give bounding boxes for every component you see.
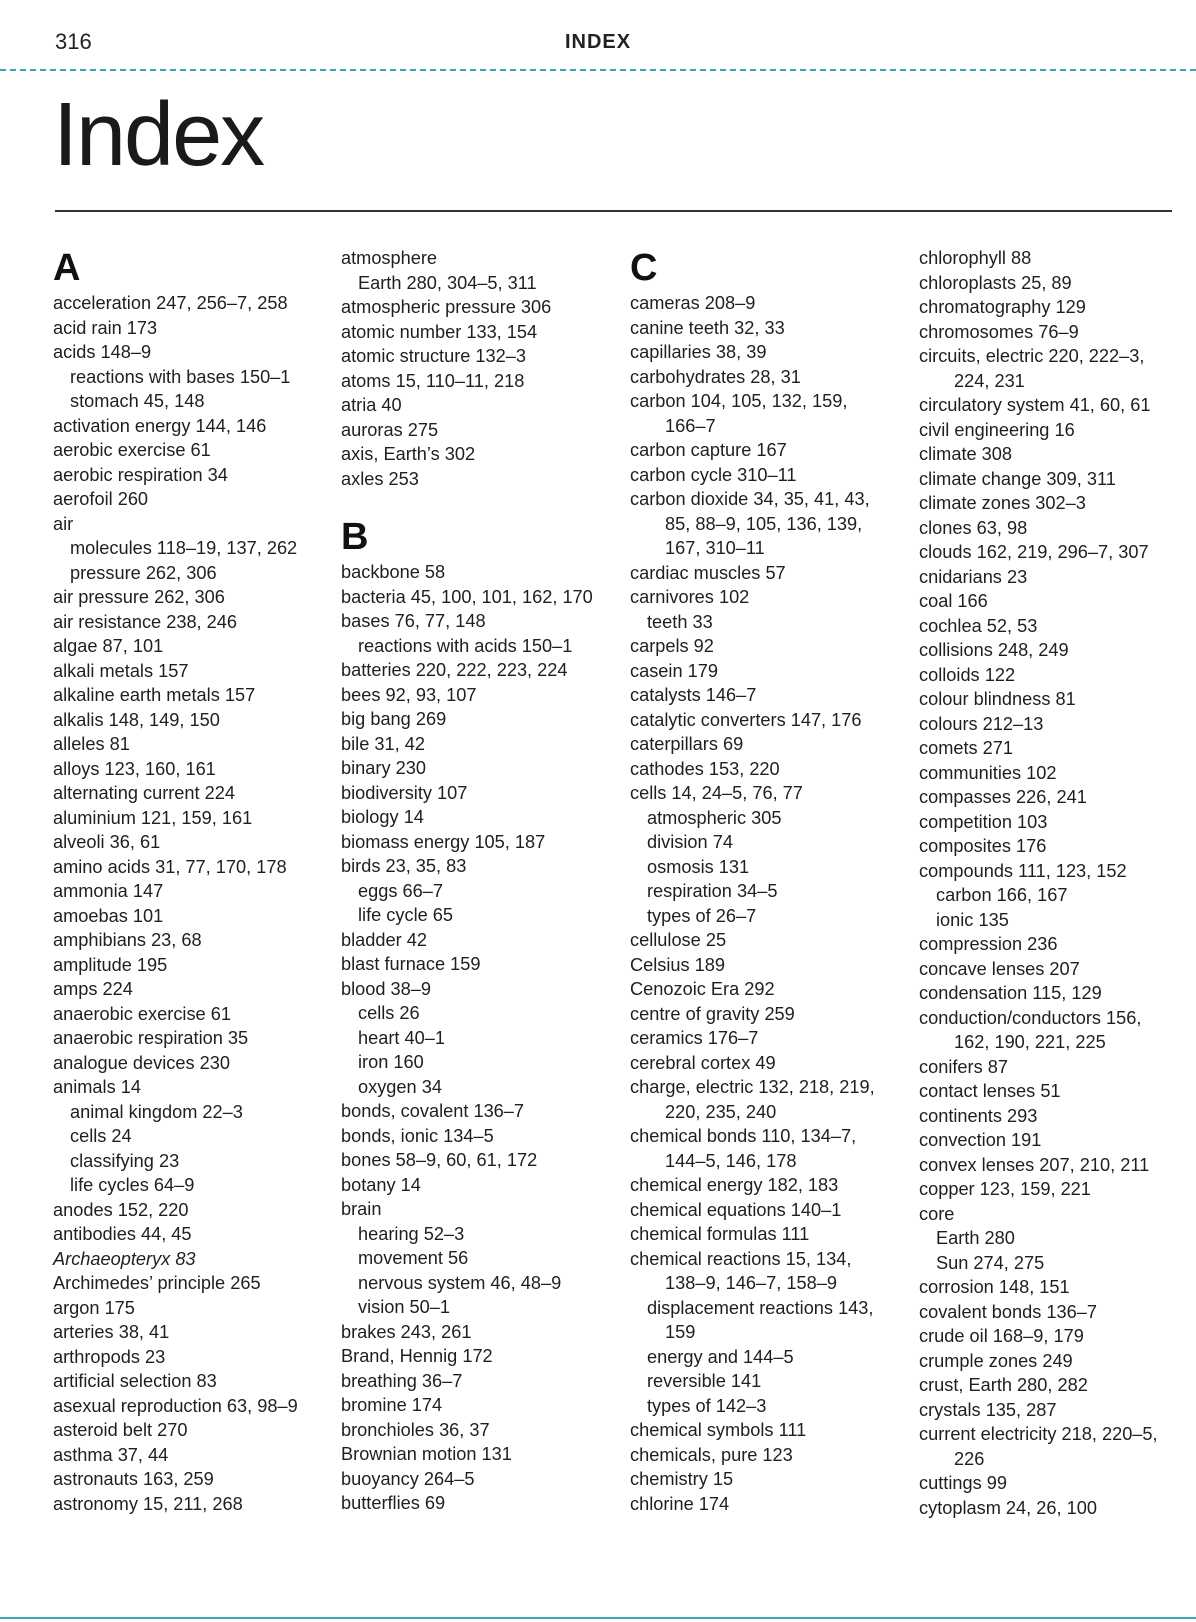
index-subentry: vision 50–1: [358, 1297, 451, 1317]
index-subentry: division 74: [647, 832, 733, 852]
index-entry: chemical formulas 111: [630, 1224, 810, 1244]
index-entry: bases 76, 77, 148: [341, 611, 486, 631]
index-entry: axis, Earth’s 302: [341, 444, 476, 464]
index-subentry: molecules 118–19, 137, 262: [70, 538, 298, 558]
index-subentry: osmosis 131: [647, 856, 750, 877]
index-entry: climate change 309, 311: [919, 468, 1116, 489]
index-entry: continents 293: [919, 1105, 1038, 1126]
index-entry: capillaries 38, 39: [630, 342, 767, 362]
index-entry: anodes 152, 220: [53, 1199, 189, 1220]
index-entry: carbon cycle 310–11: [630, 464, 797, 485]
index-entry: bees 92, 93, 107: [341, 684, 477, 705]
index-entry: amoebas 101: [53, 905, 164, 926]
index-entry: cameras 208–9: [630, 293, 756, 313]
index-entry: chemical energy 182, 183: [630, 1175, 839, 1195]
index-subentry: carbon 166, 167: [936, 885, 1068, 905]
index-entry: binary 230: [341, 758, 426, 778]
index-entry: amps 224: [53, 979, 133, 999]
index-entry: algae 87, 101: [53, 636, 164, 656]
index-subentry: heart 40–1: [358, 1027, 445, 1048]
index-entry: bromine 174: [341, 1395, 443, 1415]
index-entry: air: [53, 513, 74, 534]
index-entry: cochlea 52, 53: [919, 615, 1038, 636]
index-entry: brain: [341, 1199, 382, 1219]
index-entry: alkali metals 157: [53, 660, 189, 681]
index-entry: bronchioles 36, 37: [341, 1419, 490, 1440]
index-entry: competition 103: [919, 811, 1048, 832]
index-entry: atomic structure 132–3: [341, 346, 527, 366]
index-subentry: atmospheric 305: [647, 807, 782, 828]
index-entry-continuation: 167, 310–11: [665, 538, 765, 558]
index-entry: alveoli 36, 61: [53, 832, 161, 852]
index-entry: crude oil 168–9, 179: [919, 1326, 1084, 1346]
index-entry: backbone 58: [341, 562, 446, 582]
index-entry: core: [919, 1203, 955, 1224]
index-entry: biology 14: [341, 807, 424, 827]
index-subentry: displacement reactions 143,: [647, 1297, 874, 1318]
page-title: Index: [53, 85, 264, 185]
index-entry: arthropods 23: [53, 1346, 166, 1367]
index-entry: blast furnace 159: [341, 954, 481, 974]
index-entry: civil engineering 16: [919, 419, 1075, 440]
index-entry: artificial selection 83: [53, 1371, 217, 1391]
index-entry: anaerobic respiration 35: [53, 1028, 249, 1048]
index-entry: botany 14: [341, 1174, 421, 1195]
index-entry: atmosphere: [341, 248, 438, 268]
index-subentry: ionic 135: [936, 909, 1009, 930]
index-entry: asteroid belt 270: [53, 1420, 188, 1440]
header-divider: [0, 69, 1196, 71]
index-entry: bonds, covalent 136–7: [341, 1101, 525, 1121]
index-entry: cardiac muscles 57: [630, 562, 786, 583]
index-entry: corrosion 148, 151: [919, 1277, 1070, 1297]
index-subentry: reactions with bases 150–1: [70, 366, 291, 387]
index-entry: chemical bonds 110, 134–7,: [630, 1126, 857, 1146]
index-entry: alternating current 224: [53, 783, 235, 803]
index-entry: carbon dioxide 34, 35, 41, 43,: [630, 489, 870, 509]
index-subentry: cells 26: [358, 1003, 420, 1023]
index-entry-continuation: 226: [954, 1448, 985, 1469]
index-entry: chemicals, pure 123: [630, 1444, 793, 1465]
footer-divider: [0, 1617, 1196, 1619]
index-entry: astronauts 163, 259: [53, 1469, 214, 1489]
index-entry: birds 23, 35, 83: [341, 856, 467, 876]
index-entry: Cenozoic Era 292: [630, 979, 775, 999]
index-entry: comets 271: [919, 738, 1014, 758]
index-entry: cathodes 153, 220: [630, 758, 780, 779]
index-entry: convex lenses 207, 210, 211: [919, 1154, 1150, 1175]
index-entry: bacteria 45, 100, 101, 162, 170: [341, 586, 593, 607]
index-subentry: reversible 141: [647, 1371, 762, 1391]
section-letter: C: [630, 247, 658, 289]
index-entry: aerofoil 260: [53, 489, 149, 509]
index-entry: covalent bonds 136–7: [919, 1301, 1097, 1322]
index-column-4: [919, 246, 1196, 1520]
index-entry: conifers 87: [919, 1056, 1008, 1077]
index-subentry: nervous system 46, 48–9: [358, 1272, 562, 1293]
index-entry: brakes 243, 261: [341, 1321, 472, 1342]
index-entry: Brownian motion 131: [341, 1444, 512, 1464]
index-entry: bones 58–9, 60, 61, 172: [341, 1150, 538, 1170]
index-subentry: life cycle 65: [358, 905, 454, 925]
index-entry: chlorine 174: [630, 1493, 730, 1514]
index-subentry: cells 24: [70, 1126, 132, 1146]
index-entry: canine teeth 32, 33: [630, 317, 785, 338]
index-entry: bonds, ionic 134–5: [341, 1125, 494, 1146]
index-entry: catalytic converters 147, 176: [630, 709, 862, 730]
index-entry: colloids 122: [919, 664, 1016, 685]
index-entry: alloys 123, 160, 161: [53, 758, 216, 779]
index-entry: cnidarians 23: [919, 566, 1028, 587]
index-entry: acceleration 247, 256–7, 258: [53, 293, 288, 313]
index-entry: big bang 269: [341, 709, 447, 729]
index-entry: amino acids 31, 77, 170, 178: [53, 856, 287, 877]
index-entry: cells 14, 24–5, 76, 77: [630, 783, 803, 803]
index-entry: aerobic respiration 34: [53, 464, 228, 485]
index-entry: ceramics 176–7: [630, 1028, 759, 1048]
index-entry: communities 102: [919, 762, 1057, 783]
index-entry: chemistry 15: [630, 1469, 734, 1489]
index-subentry: animal kingdom 22–3: [70, 1101, 243, 1122]
index-entry: amphibians 23, 68: [53, 930, 202, 950]
index-entry: chemical reactions 15, 134,: [630, 1248, 852, 1269]
index-entry: aerobic exercise 61: [53, 440, 211, 460]
index-entry: coal 166: [919, 591, 988, 611]
index-entry: blood 38–9: [341, 978, 432, 999]
index-entry: chromatography 129: [919, 297, 1086, 317]
index-entry: animals 14: [53, 1077, 141, 1097]
index-entry: auroras 275: [341, 419, 439, 440]
index-entry: condensation 115, 129: [919, 983, 1102, 1003]
index-entry: climate zones 302–3: [919, 493, 1086, 513]
index-entry: concave lenses 207: [919, 958, 1080, 979]
index-entry: casein 179: [630, 660, 718, 681]
index-entry: atomic number 133, 154: [341, 321, 538, 342]
index-entry: antibodies 44, 45: [53, 1224, 192, 1244]
index-entry: cellulose 25: [630, 930, 727, 950]
index-subentry: iron 160: [358, 1052, 424, 1072]
running-head: INDEX: [564, 31, 632, 53]
section-letter: A: [53, 247, 81, 289]
index-entry: ammonia 147: [53, 881, 164, 901]
index-entry: carbon 104, 105, 132, 159,: [630, 391, 848, 411]
index-entry: circulatory system 41, 60, 61: [919, 395, 1151, 415]
index-entry: clouds 162, 219, 296–7, 307: [919, 542, 1149, 562]
index-subentry: oxygen 34: [358, 1076, 442, 1097]
index-entry: carbohydrates 28, 31: [630, 366, 801, 387]
index-entry: Archimedes’ principle 265: [53, 1273, 261, 1293]
index-entry-continuation: 138–9, 146–7, 158–9: [665, 1273, 837, 1293]
index-entry: alkaline earth metals 157: [53, 685, 256, 705]
index-entry: alkalis 148, 149, 150: [53, 709, 220, 730]
index-entry: air resistance 238, 246: [53, 611, 238, 632]
index-entry: circuits, electric 220, 222–3,: [919, 346, 1145, 366]
index-entry-continuation: 159: [665, 1322, 696, 1342]
index-entry: copper 123, 159, 221: [919, 1179, 1091, 1199]
index-entry: compounds 111, 123, 152: [919, 860, 1127, 881]
index-entry: acid rain 173: [53, 317, 158, 338]
title-divider: [55, 210, 1172, 212]
index-entry: axles 253: [341, 468, 419, 489]
index-entry: atoms 15, 110–11, 218: [341, 370, 525, 391]
index-entry: biodiversity 107: [341, 782, 468, 803]
index-subentry: respiration 34–5: [647, 881, 778, 901]
index-entry: chemical equations 140–1: [630, 1199, 842, 1220]
index-subentry: energy and 144–5: [647, 1346, 794, 1367]
index-entry: asexual reproduction 63, 98–9: [53, 1395, 298, 1416]
index-subentry: Sun 274, 275: [936, 1252, 1045, 1273]
index-subentry: teeth 33: [647, 611, 713, 632]
index-entry: current electricity 218, 220–5,: [919, 1424, 1158, 1444]
index-entry: catalysts 146–7: [630, 685, 757, 705]
index-entry: bladder 42: [341, 929, 427, 950]
index-entry: contact lenses 51: [919, 1081, 1061, 1101]
index-entry: cuttings 99: [919, 1473, 1007, 1493]
index-subentry: pressure 262, 306: [70, 562, 217, 583]
index-entry: conduction/conductors 156,: [919, 1007, 1142, 1028]
index-entry: alleles 81: [53, 734, 130, 754]
index-entry: Brand, Hennig 172: [341, 1346, 493, 1366]
index-subentry: life cycles 64–9: [70, 1175, 195, 1195]
index-column-3: [630, 246, 915, 1516]
index-entry: charge, electric 132, 218, 219,: [630, 1077, 875, 1097]
index-entry: crystals 135, 287: [919, 1399, 1057, 1420]
index-entry: amplitude 195: [53, 954, 168, 975]
index-entry: butterflies 69: [341, 1493, 446, 1513]
index-entry: climate 308: [919, 444, 1013, 464]
index-column-2: [341, 246, 626, 1516]
index-entry: chemical symbols 111: [630, 1420, 807, 1440]
index-entry: bile 31, 42: [341, 733, 425, 754]
index-entry: analogue devices 230: [53, 1052, 230, 1073]
index-entry: colours 212–13: [919, 713, 1044, 734]
index-entry-continuation: 224, 231: [954, 370, 1025, 391]
index-subentry: Earth 280, 304–5, 311: [358, 272, 537, 293]
index-entry: colour blindness 81: [919, 689, 1076, 709]
index-subentry: Earth 280: [936, 1228, 1015, 1248]
index-entry: crumple zones 249: [919, 1350, 1073, 1371]
index-entry: chromosomes 76–9: [919, 321, 1079, 342]
index-entry: batteries 220, 222, 223, 224: [341, 660, 568, 680]
index-entry-continuation: 85, 88–9, 105, 136, 139,: [665, 513, 863, 534]
index-entry: carpels 92: [630, 636, 714, 656]
index-subentry: movement 56: [358, 1248, 469, 1268]
index-entry: carnivores 102: [630, 587, 750, 607]
index-subentry: hearing 52–3: [358, 1223, 465, 1244]
index-entry: acids 148–9: [53, 342, 152, 362]
index-subentry: eggs 66–7: [358, 880, 443, 901]
index-entry: air pressure 262, 306: [53, 587, 225, 607]
index-entry: carbon capture 167: [630, 440, 787, 460]
index-entry: atmospheric pressure 306: [341, 297, 552, 317]
index-entry: compasses 226, 241: [919, 787, 1087, 807]
index-entry: asthma 37, 44: [53, 1444, 169, 1465]
index-subentry: stomach 45, 148: [70, 391, 205, 411]
index-entry: composites 176: [919, 836, 1047, 856]
index-entry: collisions 248, 249: [919, 640, 1069, 660]
index-entry: crust, Earth 280, 282: [919, 1375, 1088, 1395]
index-column-1: [53, 246, 338, 1516]
index-entry: chlorophyll 88: [919, 248, 1032, 268]
index-entry: cytoplasm 24, 26, 100: [919, 1497, 1097, 1518]
index-entry: biomass energy 105, 187: [341, 831, 546, 852]
index-entry: arteries 38, 41: [53, 1322, 170, 1342]
index-entry: aluminium 121, 159, 161: [53, 807, 253, 828]
index-entry: compression 236: [919, 934, 1058, 954]
index-entry: buoyancy 264–5: [341, 1468, 475, 1489]
index-entry: Celsius 189: [630, 954, 726, 975]
index-entry: activation energy 144, 146: [53, 415, 267, 436]
index-subentry: classifying 23: [70, 1150, 180, 1171]
index-entry: Archaeopteryx 83: [53, 1248, 196, 1269]
index-subentry: types of 142–3: [647, 1395, 767, 1416]
index-entry: centre of gravity 259: [630, 1003, 795, 1024]
index-entry: caterpillars 69: [630, 734, 744, 754]
index-entry: atria 40: [341, 395, 402, 415]
section-letter: B: [341, 516, 369, 558]
index-entry: clones 63, 98: [919, 517, 1028, 538]
index-entry: astronomy 15, 211, 268: [53, 1493, 243, 1514]
index-entry: cerebral cortex 49: [630, 1052, 776, 1073]
index-subentry: types of 26–7: [647, 905, 757, 926]
index-entry-continuation: 144–5, 146, 178: [665, 1150, 797, 1171]
page-number: 316: [55, 29, 92, 54]
index-entry-continuation: 220, 235, 240: [665, 1101, 777, 1122]
index-entry: breathing 36–7: [341, 1370, 463, 1391]
index-subentry: reactions with acids 150–1: [358, 635, 573, 656]
index-entry: convection 191: [919, 1130, 1042, 1150]
index-entry: chloroplasts 25, 89: [919, 272, 1072, 293]
index-entry-continuation: 162, 190, 221, 225: [954, 1032, 1106, 1052]
index-entry: argon 175: [53, 1297, 135, 1318]
index-entry: anaerobic exercise 61: [53, 1003, 231, 1024]
index-entry-continuation: 166–7: [665, 415, 716, 436]
